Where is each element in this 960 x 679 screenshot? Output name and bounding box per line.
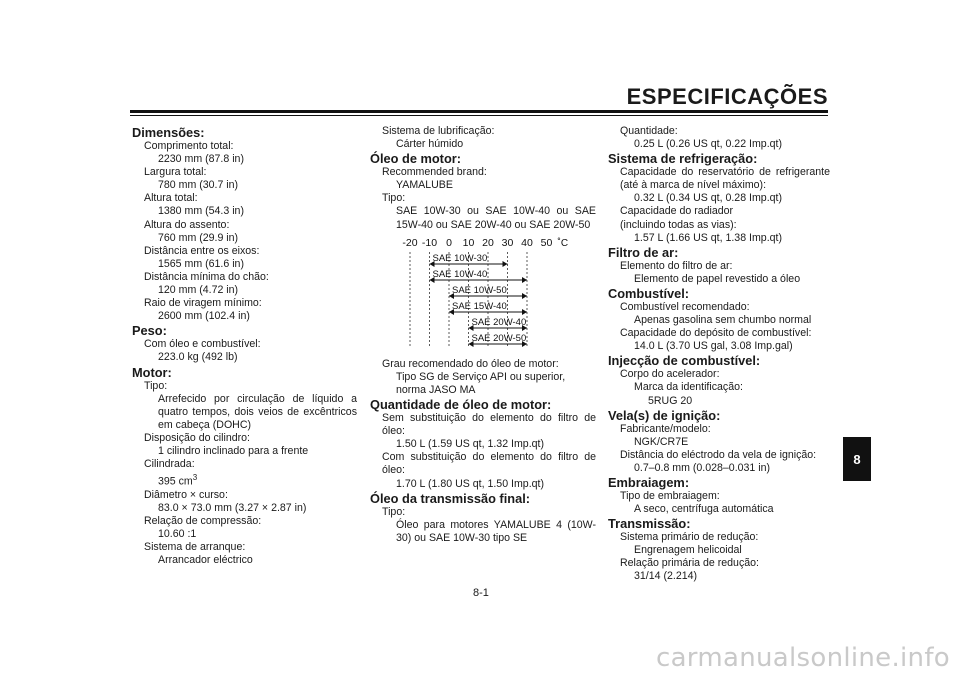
section-heading: Peso: <box>132 323 167 339</box>
temp-unit-label: ˚C <box>557 237 569 249</box>
spec-line: Sistema de lubrificação: <box>382 125 495 137</box>
grade-arrow-right <box>503 261 508 267</box>
spec-line: 1.70 L (1.80 US qt, 1.50 Imp.qt) <box>396 477 545 490</box>
spec-column-2-top <box>370 125 596 232</box>
section-heading: Embraiagem: <box>608 474 690 490</box>
spec-line: 0.25 L (0.26 US qt, 0.22 Imp.qt) <box>634 138 783 151</box>
spec-line: Relação primária de redução: <box>620 557 759 570</box>
spec-line: Óleo para motores YAMALUBE 4 (10W-30) ou SAE 10W-30 tipo SE <box>396 518 596 544</box>
spec-line: Com óleo e combustível: <box>144 338 261 351</box>
spec-line: Marca da identificação: <box>634 381 743 394</box>
spec-line: Raio de viragem mínimo: <box>144 297 262 310</box>
spec-line: NGK/CR7E <box>634 435 689 448</box>
grade-label: SAE 20W-40 <box>471 316 527 328</box>
spec-line: Capacidade do reservatório de refrigerante (até à marca de nível máximo): <box>620 166 830 192</box>
superscript: 3 <box>192 473 198 483</box>
spec-line: Fabricante/modelo: <box>620 422 711 435</box>
spec-line: Largura total: <box>144 166 207 179</box>
chapter-tab: 8 <box>843 437 871 481</box>
spec-line: Cilindrada: <box>144 458 195 471</box>
spec-line: 1380 mm (54.3 in) <box>158 205 244 218</box>
temp-tick-label: 20 <box>482 236 494 249</box>
spec-line: 2600 mm (102.4 in) <box>158 310 250 323</box>
spec-column-2-bottom <box>370 358 596 545</box>
section-heading: Transmissão: <box>608 516 691 532</box>
spec-line: Distância do eléctrodo da vela de ignição: <box>620 448 817 461</box>
page-title: ESPECIFICAÇÕES <box>626 84 828 109</box>
spec-line: Capacidade do depósito de combustível: <box>620 327 812 340</box>
spec-line: Arrefecido por circulação de líquido a quatro tempos, dois veios de excêntricos em cabeça (DOHC) <box>158 392 357 431</box>
spec-line: 1.57 L (1.66 US qt, 1.38 Imp.qt) <box>634 231 783 244</box>
spec-line: 760 mm (29.9 in) <box>158 231 239 244</box>
section-heading: Quantidade de óleo de motor: <box>370 397 552 413</box>
spec-line: Apenas gasolina sem chumbo normal <box>634 314 812 327</box>
spec-line: SAE 10W-30 ou SAE 10W-40 ou SAE 15W-40 ou SAE 20W-40 ou SAE 20W-50 <box>396 205 596 231</box>
section-heading: Óleo da transmissão final: <box>370 490 531 506</box>
temp-tick-label: 50 <box>540 236 553 249</box>
spec-line: Sistema primário de redução: <box>620 531 759 544</box>
spec-line: Capacidade do radiador <box>620 205 734 218</box>
spec-line: Sistema de arranque: <box>144 541 246 554</box>
spec-line: Arrancador eléctrico <box>158 554 253 567</box>
spec-line: Com substituição do elemento do filtro de óleo: <box>382 451 596 477</box>
spec-line: Altura do assento: <box>144 218 230 231</box>
spec-line: 31/14 (2.214) <box>634 570 698 583</box>
spec-line: 223.0 kg (492 lb) <box>158 351 238 364</box>
spec-line: YAMALUBE <box>396 179 453 192</box>
spec-line: Relação de compressão: <box>144 514 262 527</box>
grade-arrow-right <box>522 309 527 315</box>
spec-line: (incluindo todas as vias): <box>620 218 737 231</box>
spec-line: Disposição do cilindro: <box>144 431 250 444</box>
temp-tick-label: 10 <box>462 236 475 249</box>
spec-line: 2230 mm (87.8 in) <box>158 153 244 166</box>
grade-label: SAE 20W-50 <box>471 332 527 344</box>
spec-line: Combustível recomendado: <box>620 300 750 313</box>
section-heading: Sistema de refrigeração: <box>608 151 758 167</box>
page-number: 8-1 <box>473 587 489 599</box>
temp-tick-label: 0 <box>446 236 452 249</box>
spec-line: 1 cilindro inclinado para a frente <box>158 444 309 457</box>
grade-arrow-right <box>522 277 527 283</box>
spec-line: Tipo SG de Serviço API ou superior, norma JASO MA <box>396 370 566 396</box>
section-heading: Injecção de combustível: <box>608 353 761 369</box>
spec-line: 120 mm (4.72 in) <box>158 284 239 297</box>
spec-line: Tipo: <box>382 505 406 518</box>
spec-line: 780 mm (30.7 in) <box>158 179 239 192</box>
spec-line: Diâmetro × curso: <box>144 488 228 501</box>
temp-tick-label: 30 <box>501 236 514 249</box>
spec-line: 14.0 L (3.70 US gal, 3.08 Imp.gal) <box>634 340 793 353</box>
spec-line: 5RUG 20 <box>648 394 693 407</box>
grade-label: SAE 10W-40 <box>432 268 488 280</box>
temp-tick-label: -20 <box>402 236 418 249</box>
spec-line: 395 $cm^3$ <box>158 473 198 488</box>
section-heading: Motor: <box>132 364 172 380</box>
watermark: carmanualsonline.info <box>655 643 950 673</box>
spec-line: 10.60 :1 <box>158 528 197 541</box>
spec-line: Sem substituição do elemento do filtro de óleo: <box>382 412 596 438</box>
section-heading: Óleo de motor: <box>370 151 462 167</box>
title-rule-thin <box>130 115 828 116</box>
spec-line: Distância entre os eixos: <box>144 244 260 257</box>
spec-line: A seco, centrífuga automática <box>634 503 774 516</box>
grade-label: SAE 15W-40 <box>452 300 507 312</box>
grade-arrow-right <box>522 293 527 299</box>
spec-line: Elemento de papel revestido a óleo <box>634 272 801 285</box>
section-heading: Vela(s) de ignição: <box>608 407 721 423</box>
grade-label: SAE 10W-30 <box>432 252 488 264</box>
grade-label: SAE 10W-50 <box>452 284 507 296</box>
spec-line: Distância mínima do chão: <box>144 270 269 283</box>
spec-line: 83.0 × 73.0 mm (3.27 × 2.87 in) <box>158 501 307 514</box>
spec-line: Quantidade: <box>620 125 678 137</box>
spec-line: Altura total: <box>144 192 198 205</box>
spec-line: Cárter húmido <box>396 138 464 151</box>
spec-column-3 <box>608 125 830 584</box>
section-heading: Filtro de ar: <box>608 244 679 260</box>
spec-line: 0.32 L (0.34 US qt, 0.28 Imp.qt) <box>634 192 783 205</box>
spec-line: Tipo: <box>382 192 406 205</box>
title-rule <box>130 110 828 113</box>
spec-line: 0.7–0.8 mm (0.028–0.031 in) <box>634 461 771 474</box>
spec-line: Engrenagem helicoidal <box>634 544 742 557</box>
spec-line: Tipo: <box>144 379 168 392</box>
temp-tick-label: 40 <box>521 236 533 249</box>
spec-column-1 <box>132 125 357 567</box>
oil-viscosity-chart <box>370 232 596 354</box>
spec-line: 1565 mm (61.6 in) <box>158 257 244 270</box>
section-heading: Dimensões: <box>132 125 205 140</box>
spec-line: Elemento do filtro de ar: <box>620 259 733 272</box>
spec-line: 1.50 L (1.59 US qt, 1.32 Imp.qt) <box>396 438 545 451</box>
spec-line: Corpo do acelerador: <box>620 368 720 381</box>
spec-line: Tipo de embraiagem: <box>620 489 720 502</box>
section-heading: Combustível: <box>608 285 690 301</box>
temp-tick-label: -10 <box>421 236 438 249</box>
spec-line: Comprimento total: <box>144 140 234 152</box>
spec-line: Grau recomendado do óleo de motor: <box>382 357 559 370</box>
spec-column-2 <box>370 125 596 545</box>
spec-line: Recommended brand: <box>382 166 487 179</box>
